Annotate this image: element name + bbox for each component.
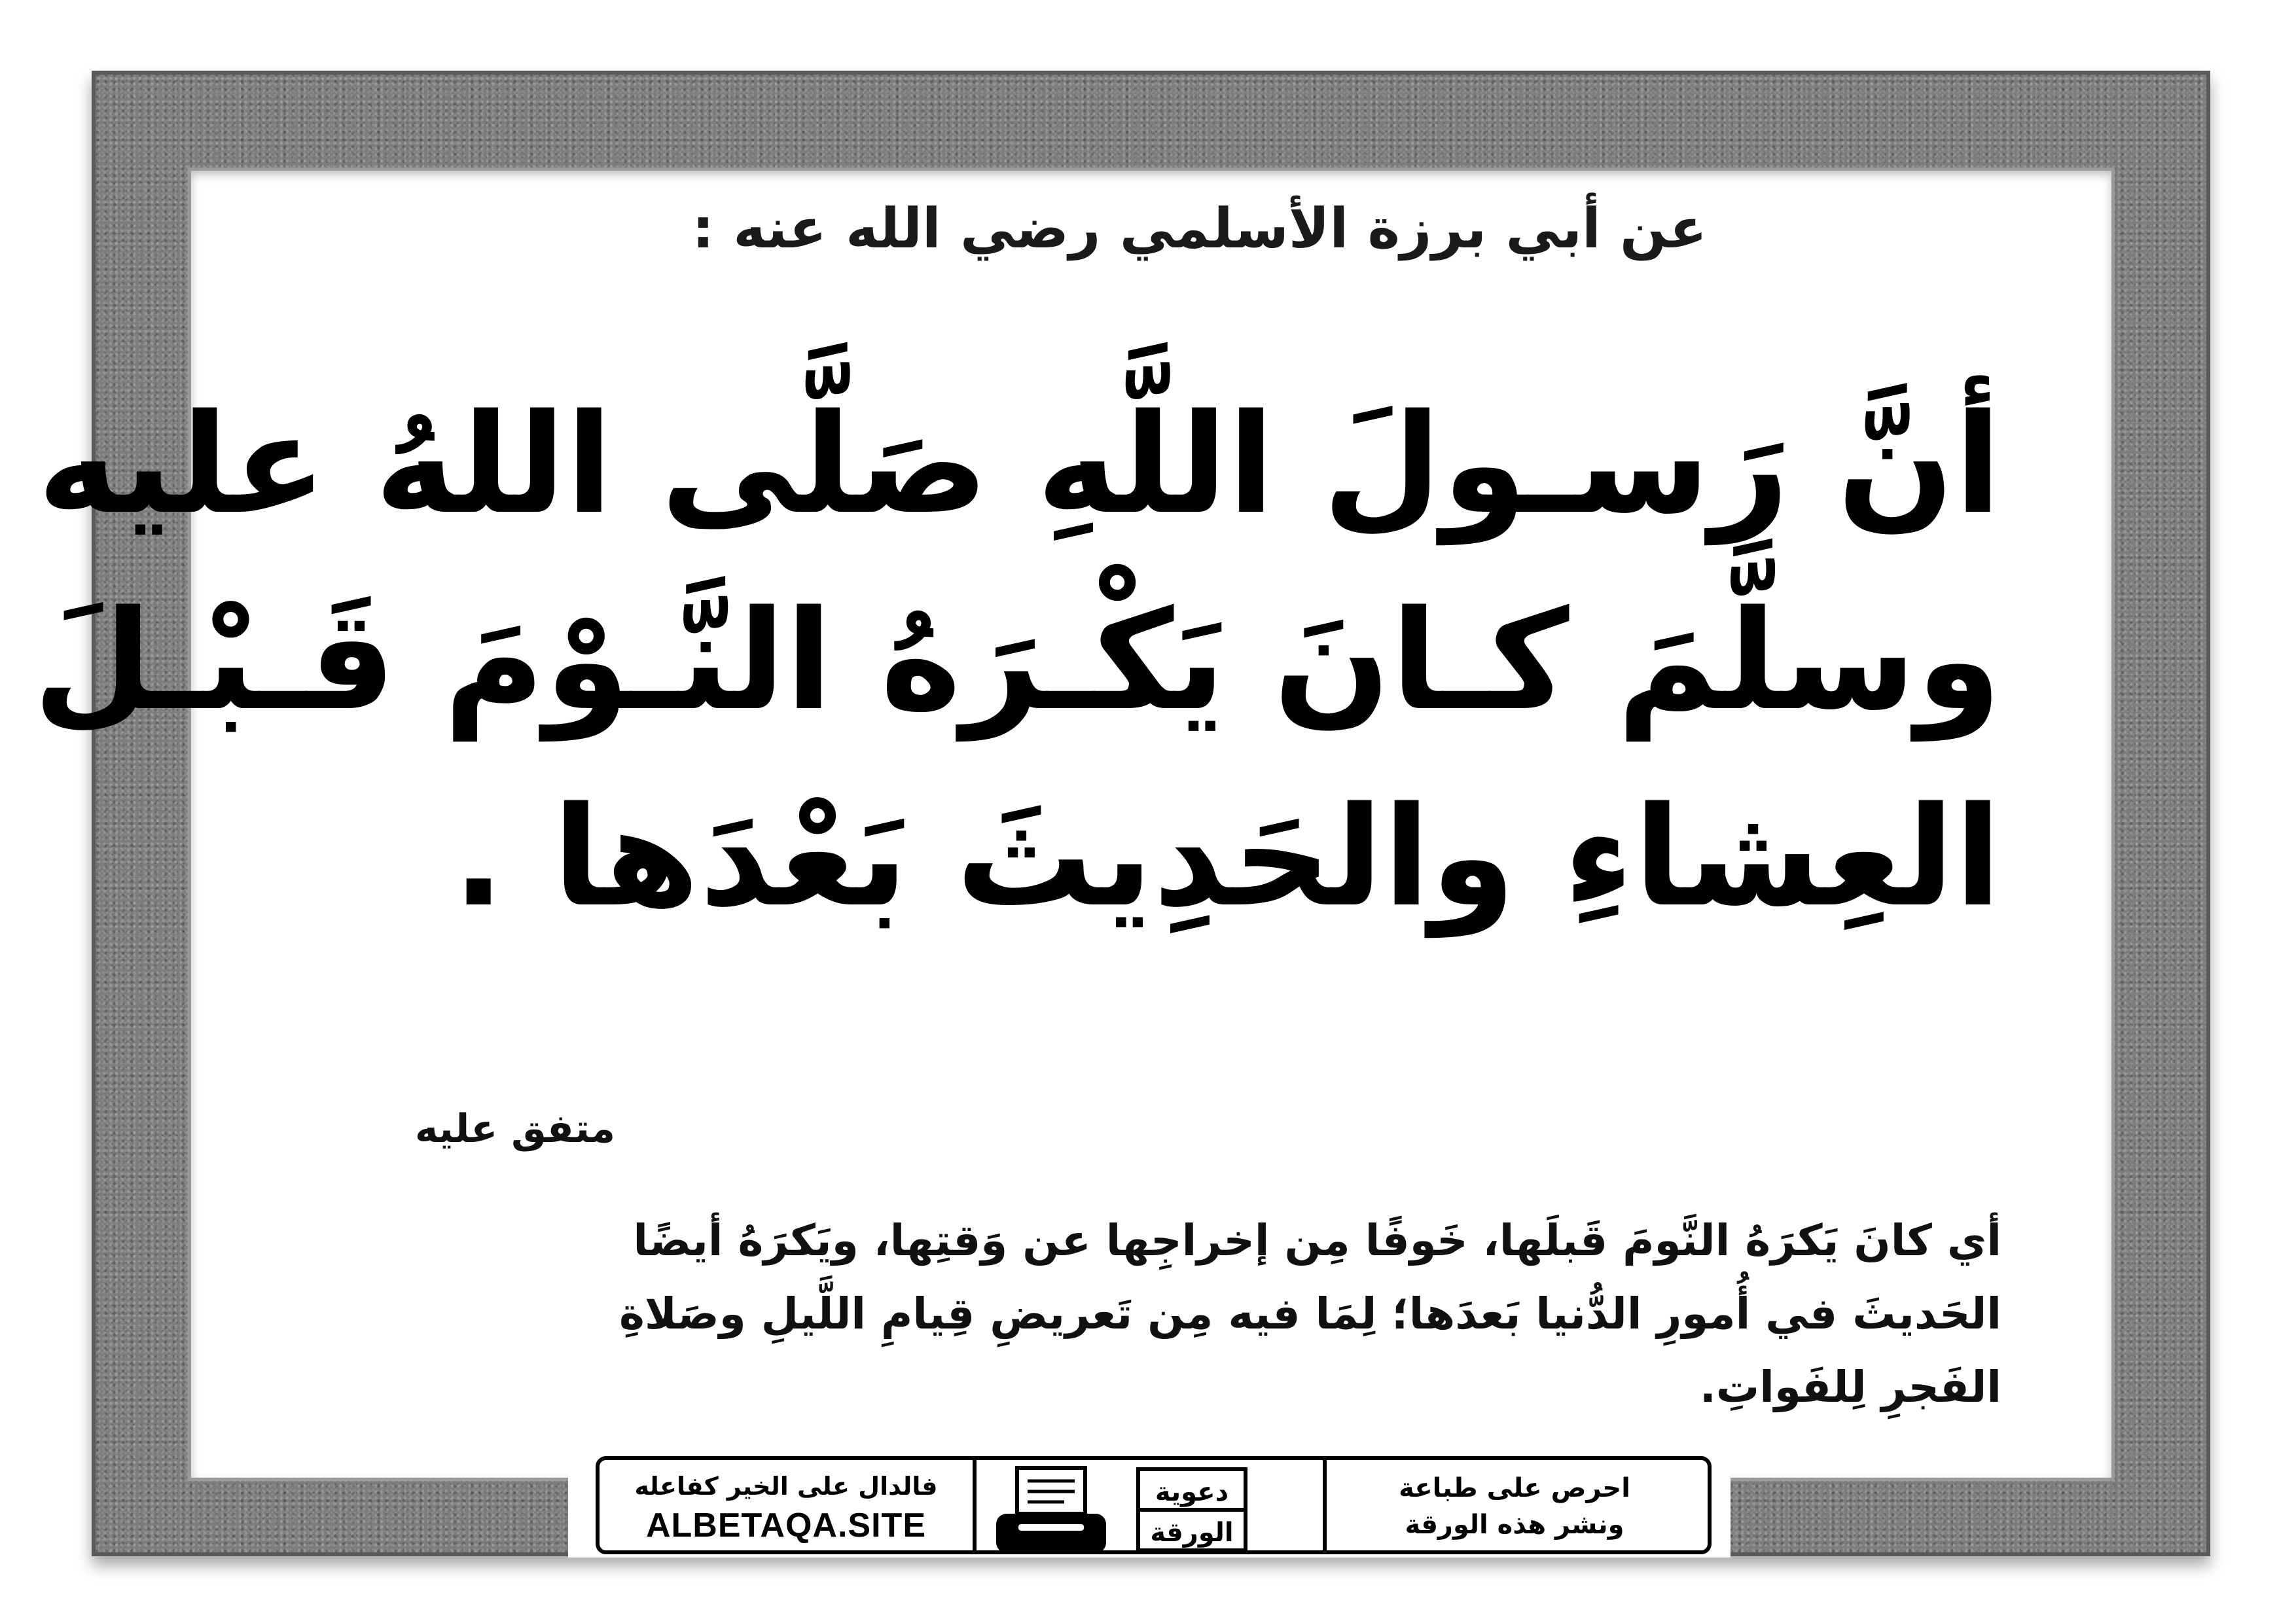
hadith-text <box>33 366 2001 955</box>
hadith-line-2: وسلَّمَ كـانَ يَكْـرَهُ النَّـوْمَ قَـبْـلَ <box>33 580 2001 741</box>
footer-divider-left <box>973 1460 977 1550</box>
logo-word-bottom: الورقة <box>1150 1518 1234 1548</box>
hadith-source: متفق عليه <box>414 1106 615 1152</box>
footer-saying: فالدال على الخير كفاعله <box>634 1472 938 1501</box>
footer-site-box <box>600 1460 973 1550</box>
narrator-line: عن أبي برزة الأسلمي رضي الله عنه : <box>692 196 1707 260</box>
footer-banner <box>596 1456 1712 1554</box>
explanation-text <box>260 1204 2001 1424</box>
explanation-line-1: أي كانَ يَكرَهُ النَّومَ قَبلَها، خَوفًا مِن إخراجِها عن وَقتِها، ويَكرَهُ أيضًا <box>633 1215 2001 1266</box>
explanation-line-3: الفَجرِ لِلفَواتِ. <box>1699 1362 2001 1412</box>
printer-icon <box>992 1465 1110 1558</box>
footer-call-line-2: ونشر هذه الورقة <box>1405 1510 1624 1540</box>
footer-site-link[interactable]: ALBETAQA.SITE <box>645 1507 927 1544</box>
hadith-line-3: العِشاءِ والحَدِيثَ بَعْدَها . <box>452 777 2001 937</box>
logo-word-top: دعوية <box>1155 1477 1229 1507</box>
hadith-line-1: أنَّ رَسـولَ اللَّهِ صَلَّى اللهُ عليه <box>37 384 2001 544</box>
footer-call-box <box>1321 1460 1708 1550</box>
footer-call-line-1: احرص على طباعة <box>1399 1473 1630 1503</box>
explanation-line-2: الحَديثَ في أُمورِ الدُّنيا بَعدَها؛ لِمَا فيه مِن تَعريضِ قِيامِ اللَّيلِ وصَلاةِ <box>619 1289 2001 1339</box>
dawah-logo-icon <box>1133 1465 1251 1554</box>
